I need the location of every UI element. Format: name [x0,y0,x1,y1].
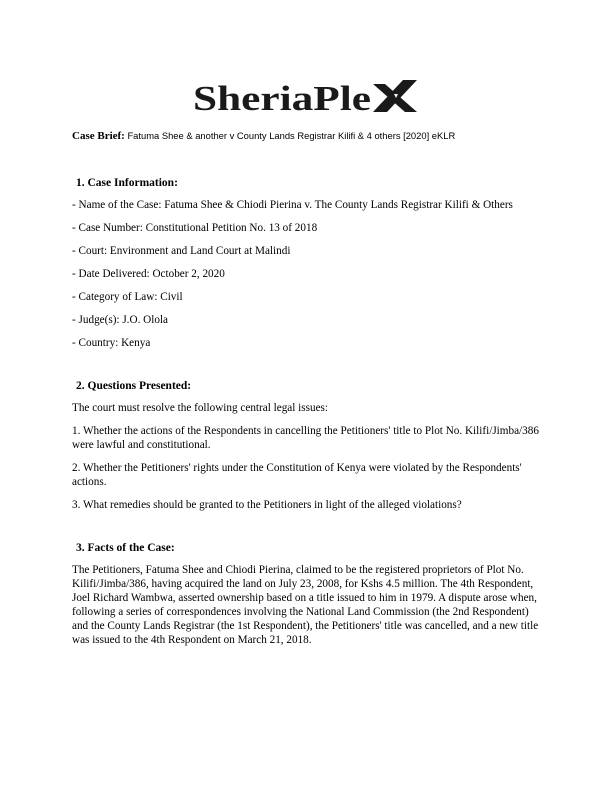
case-brief-label: Case Brief: [72,130,125,142]
logo-x-icon [373,80,417,112]
info-item: - Case Number: Constitutional Petition No. 13 of 2018 [72,222,318,234]
sheriaplex-logo-mark [191,72,421,120]
info-item: - Judge(s): J.O. Olola [72,314,169,326]
sheriaplex-logo [0,72,612,120]
question-item: 3. What remedies should be granted to the Petitioners in light of the alleged violations? [72,499,462,511]
document-content [72,176,542,656]
info-item: - Name of the Case: Fatuma Shee & Chiodi Pierina v. The County Lands Registrar Kilifi & Others [72,199,513,211]
info-item: - Date Delivered: October 2, 2020 [72,268,225,280]
info-item: - Country: Kenya [72,337,151,349]
section-facts [72,541,542,647]
info-item: - Court: Environment and Land Court at Malindi [72,245,291,257]
question-item: 1. Whether the actions of the Respondents in cancelling the Petitioners' title to Plot No. Kilifi/Jimba/386 were lawful and constitutional. [72,425,539,451]
section-heading: 3. Facts of the Case: [76,542,175,554]
case-brief-title: Fatuma Shee & another v County Lands Registrar Kilifi & 4 others [2020] eKLR [124,130,456,141]
section-questions-presented [72,379,542,512]
section-heading: 2. Questions Presented: [76,380,192,392]
facts-body: The Petitioners, Fatuma Shee and Chiodi Pierina, claimed to be the registered proprietors of Plot No. Kilifi/Jimba/386, having acquired the land on July 23, 2008, for Kshs 4.5 million. The 4th Respondent, Joel Richard Wambwa, asserted ownership based on a title issued to him in 1979. A dispute arose when, following a series of correspondences involving the National Land Commission (the 2nd Respondent) and the County Lands Registrar (the 1st Respondent), the Petitioners' title was cancelled, and a new title was issued to the 4th Respondent on March 21, 2018. [72,564,539,646]
logo-text: SheriaPle [193,79,371,118]
section-case-information [72,176,542,350]
info-item: - Category of Law: Civil [72,291,183,303]
question-item: 2. Whether the Petitioners' rights under the Constitution of Kenya were violated by the Respondents' actions. [72,462,522,488]
case-brief-line [72,130,542,142]
section-heading: 1. Case Information: [76,177,178,189]
questions-intro: The court must resolve the following central legal issues: [72,402,329,414]
